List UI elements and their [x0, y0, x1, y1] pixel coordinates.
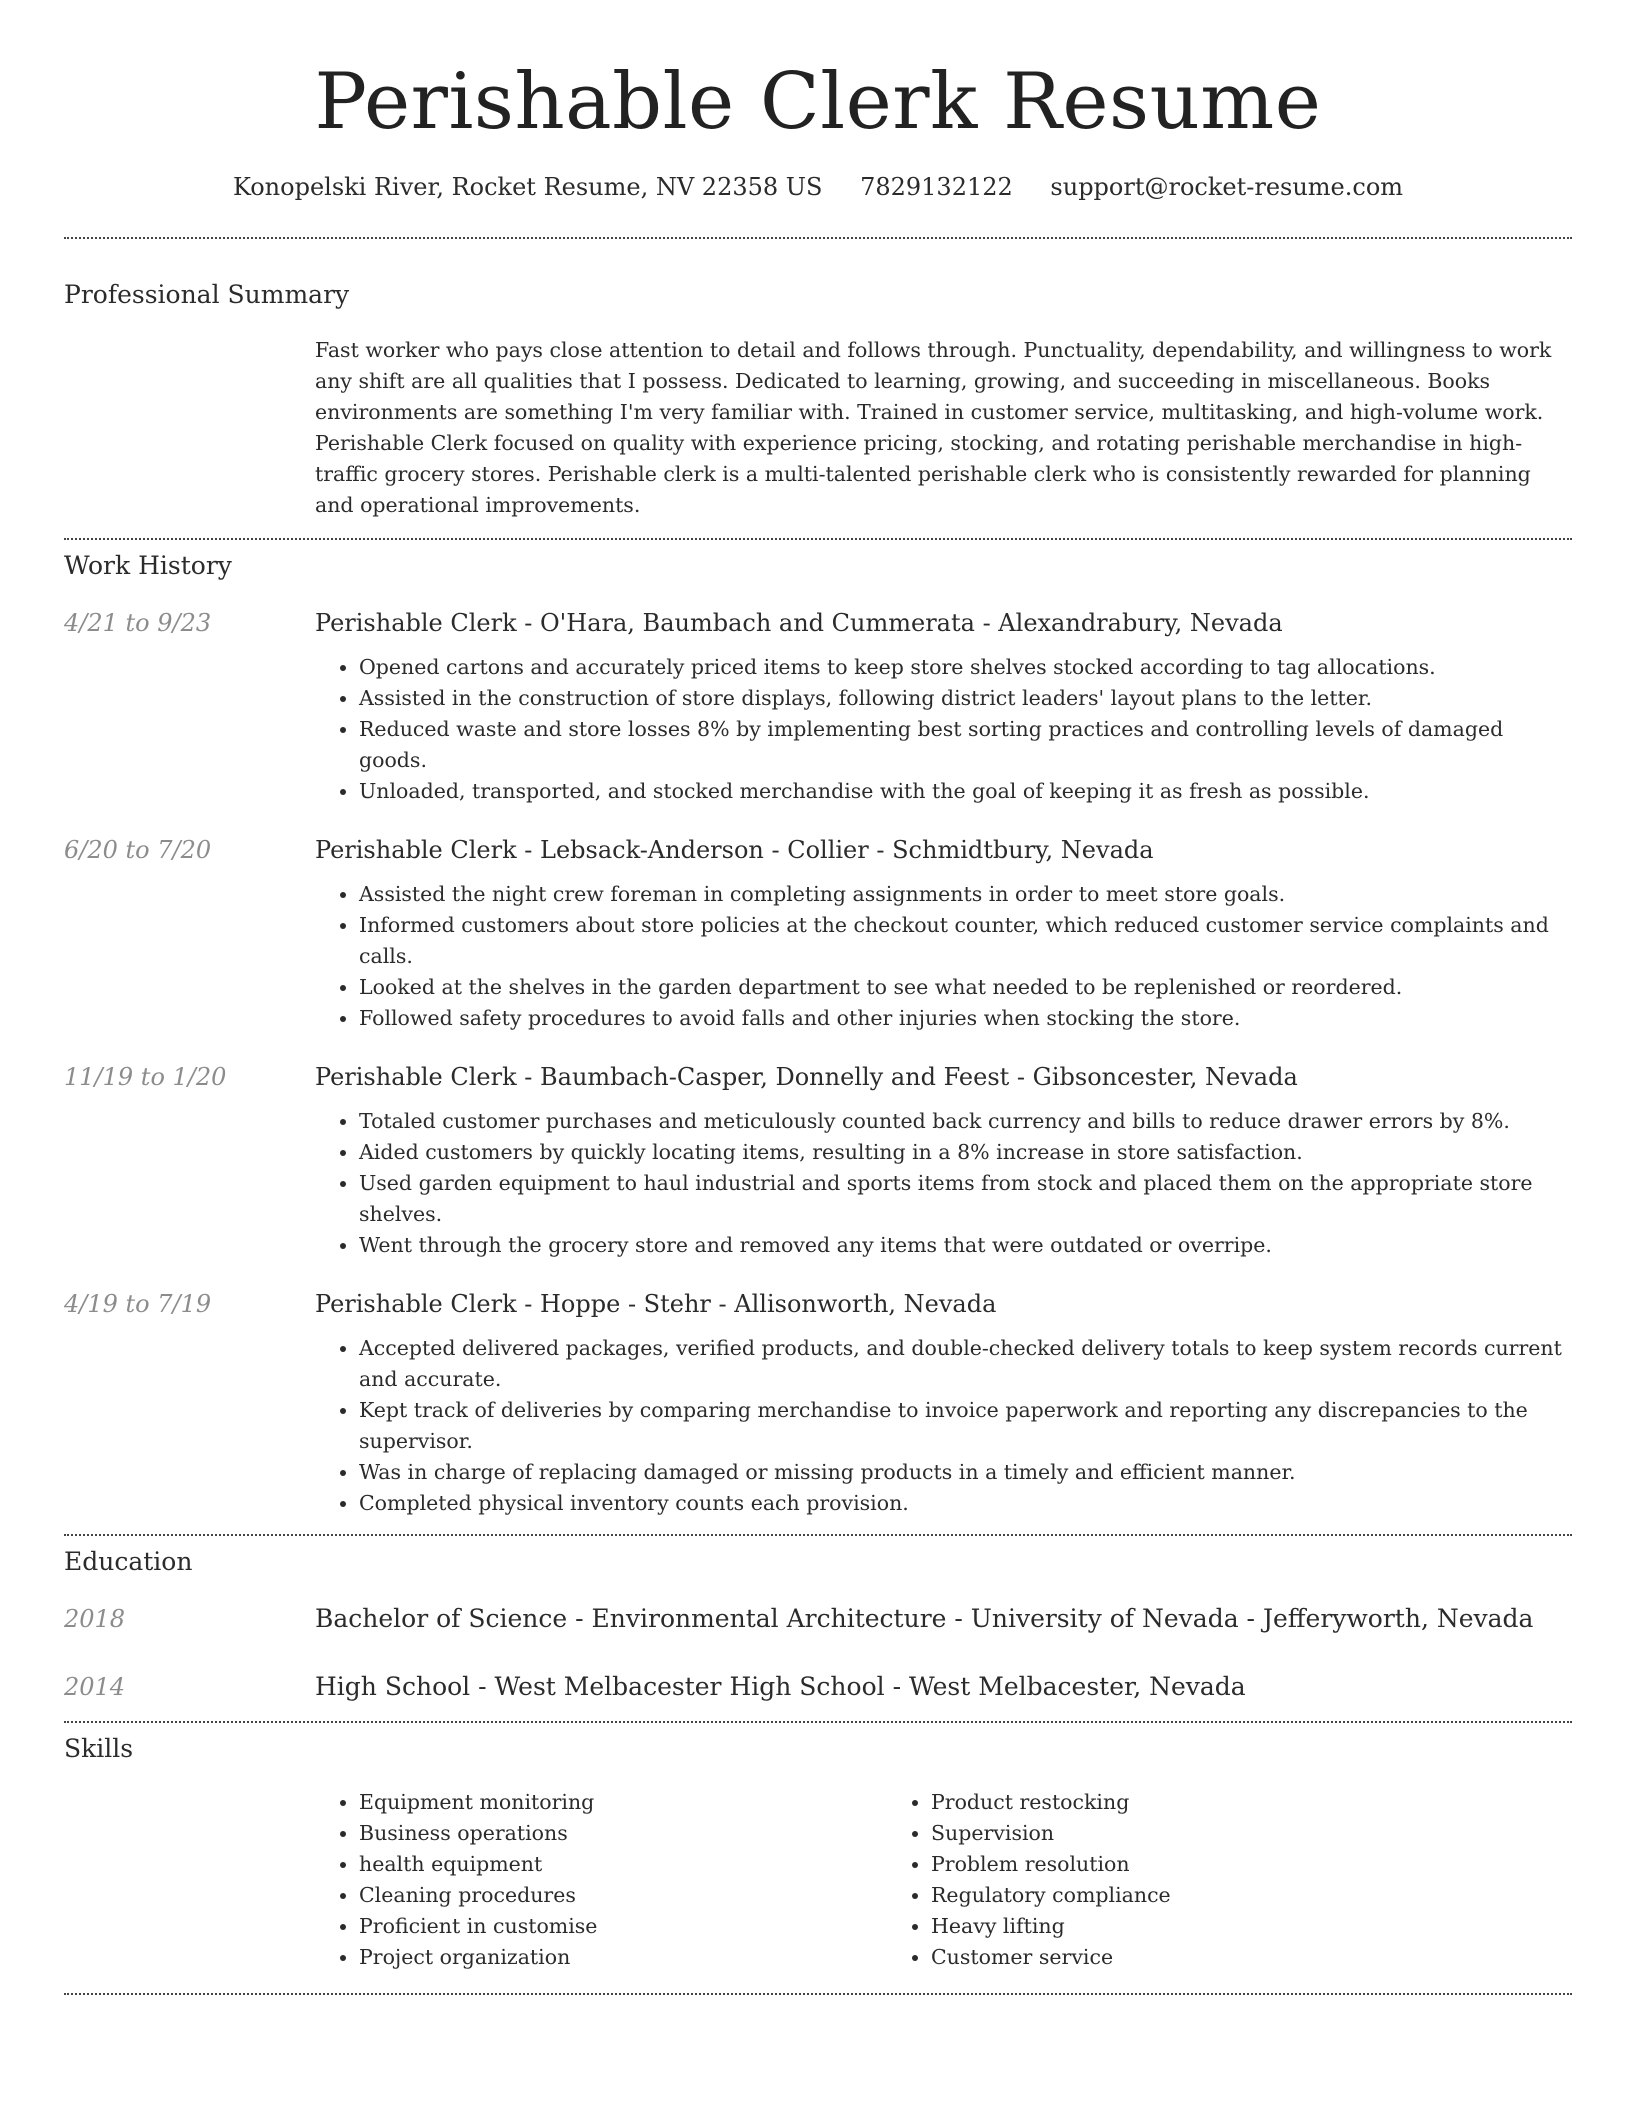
section-title-summary: Professional Summary — [64, 280, 350, 309]
list-item: • Aided customers by quickly locating items, resulting in a 8% increase in store satisfaction. — [359, 1137, 1572, 1168]
contact-line — [64, 170, 1572, 204]
job-dates: 4/21 to 9/23 — [64, 609, 212, 637]
list-item: • Reduced waste and store losses 8% by implementing best sorting practices and controlling levels of damaged goods. — [359, 714, 1572, 776]
work-history-section — [64, 550, 1572, 1519]
resume-page — [64, 0, 1572, 1995]
skills-column-1 — [315, 1787, 887, 1973]
job-title: Perishable Clerk - Lebsack-Anderson - Collier - Schmidtbury, Nevada — [315, 836, 1154, 864]
job-dates: 4/19 to 7/19 — [64, 1290, 212, 1318]
job-title: Perishable Clerk - O'Hara, Baumbach and Cummerata - Alexandrabury, Nevada — [315, 609, 1283, 637]
list-item: • Was in charge of replacing damaged or missing products in a timely and efficient manner. — [359, 1457, 1572, 1488]
section-title-education: Education — [64, 1547, 193, 1576]
job-title: Perishable Clerk - Baumbach-Casper, Donnelly and Feest - Gibsoncester, Nevada — [315, 1063, 1298, 1091]
job-entry — [64, 833, 1572, 1034]
list-item: • Went through the grocery store and removed any items that were outdated or overripe. — [359, 1230, 1572, 1261]
summary-text: Fast worker who pays close attention to detail and follows through. Punctuality, dependability, and willingness to work any shift are all qualities that I possess. Dedicated to learning, growing, and succeeding in miscellaneous. Books environments are something I'm very familiar with. Trained in customer service, multitasking, and high-volume work. Perishable Clerk focused on quality with experience pricing, stocking, and rotating perishable merchandise in high-traffic grocery stores. Perishable clerk is a multi-talented perishable clerk who is consistently rewarded for planning and operational improvements. — [315, 338, 1552, 517]
job-entry — [64, 1060, 1572, 1261]
section-title-skills: Skills — [64, 1734, 134, 1763]
list-item: • Accepted delivered packages, verified products, and double-checked delivery totals to keep system records current and accurate. — [359, 1333, 1572, 1395]
job-entry — [64, 1287, 1572, 1519]
job-entry — [64, 606, 1572, 807]
summary-section — [64, 279, 1572, 521]
divider — [64, 538, 1572, 540]
list-item: • Equipment monitoring — [359, 1787, 887, 1818]
list-item: • Totaled customer purchases and meticulously counted back currency and bills to reduce drawer errors by 8%. — [359, 1106, 1572, 1137]
list-item: • Proficient in customise — [359, 1911, 887, 1942]
education-entry — [64, 1602, 1572, 1636]
divider — [64, 1534, 1572, 1536]
education-entry — [64, 1670, 1572, 1704]
skills-section — [64, 1733, 1572, 1973]
list-item: • Kept track of deliveries by comparing merchandise to invoice paperwork and reporting any discrepancies to the supervisor. — [359, 1395, 1572, 1457]
list-item: • Problem resolution — [931, 1849, 1459, 1880]
section-title-work-history: Work History — [64, 551, 232, 580]
education-section — [64, 1546, 1572, 1704]
list-item: • Regulatory compliance — [931, 1880, 1459, 1911]
job-bullets — [315, 1333, 1572, 1519]
job-title: Perishable Clerk - Hoppe - Stehr - Allisonworth, Nevada — [315, 1290, 997, 1318]
job-dates: 11/19 to 1/20 — [64, 1063, 227, 1091]
list-item: • Cleaning procedures — [359, 1880, 887, 1911]
education-details: High School - West Melbacester High School - West Melbacester, Nevada — [315, 1672, 1246, 1701]
list-item: • Business operations — [359, 1818, 887, 1849]
list-item: • Informed customers about store policies at the checkout counter, which reduced customer service complaints and calls. — [359, 910, 1572, 972]
skills-columns — [315, 1787, 1572, 1973]
job-dates: 6/20 to 7/20 — [64, 836, 212, 864]
contact-phone: 7829132122 — [860, 173, 1013, 201]
list-item: • Assisted in the construction of store displays, following district leaders' layout plans to the letter. — [359, 683, 1572, 714]
skills-column-2 — [887, 1787, 1459, 1973]
job-bullets — [315, 879, 1572, 1034]
list-item: • Used garden equipment to haul industrial and sports items from stock and placed them on the appropriate store shelves. — [359, 1168, 1572, 1230]
education-year: 2014 — [64, 1673, 126, 1701]
list-item: • Assisted the night crew foreman in completing assignments in order to meet store goals. — [359, 879, 1572, 910]
education-details: Bachelor of Science - Environmental Architecture - University of Nevada - Jefferyworth, Nevada — [315, 1604, 1534, 1633]
contact-email: support@rocket-resume.com — [1050, 173, 1404, 201]
list-item: • Customer service — [931, 1942, 1459, 1973]
list-item: • Heavy lifting — [931, 1911, 1459, 1942]
education-year: 2018 — [64, 1605, 126, 1633]
divider — [64, 1721, 1572, 1723]
list-item: • health equipment — [359, 1849, 887, 1880]
job-bullets — [315, 652, 1572, 807]
list-item: • Project organization — [359, 1942, 887, 1973]
list-item: • Completed physical inventory counts each provision. — [359, 1488, 1572, 1519]
list-item: • Looked at the shelves in the garden department to see what needed to be replenished or reordered. — [359, 972, 1572, 1003]
contact-address: Konopelski River, Rocket Resume, NV 22358 US — [232, 173, 823, 201]
list-item: • Product restocking — [931, 1787, 1459, 1818]
list-item: • Followed safety procedures to avoid falls and other injuries when stocking the store. — [359, 1003, 1572, 1034]
resume-name: Perishable Clerk Resume — [314, 57, 1322, 147]
list-item: • Opened cartons and accurately priced items to keep store shelves stocked according to tag allocations. — [359, 652, 1572, 683]
divider — [64, 1993, 1572, 1995]
list-item: • Unloaded, transported, and stocked merchandise with the goal of keeping it as fresh as possible. — [359, 776, 1572, 807]
divider — [64, 237, 1572, 239]
job-bullets — [315, 1106, 1572, 1261]
list-item: • Supervision — [931, 1818, 1459, 1849]
